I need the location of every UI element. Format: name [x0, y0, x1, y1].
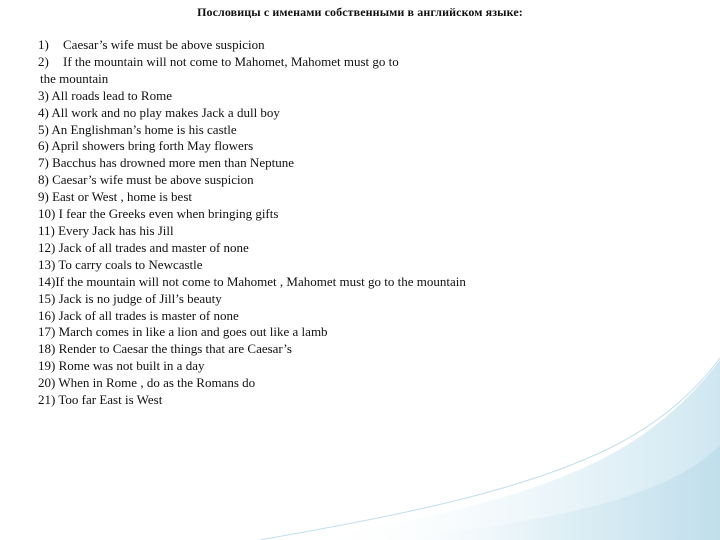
item-text: March comes in like a lion and goes out like a lamb	[58, 324, 328, 340]
item-text: When in Rome , do as the Romans do	[58, 375, 256, 391]
list-item	[38, 122, 678, 139]
item-number: 9)	[38, 189, 49, 205]
item-number: 3)	[38, 87, 49, 103]
item-text: the mountain	[40, 70, 109, 86]
item-number: 13)	[38, 256, 56, 272]
item-number: 15)	[38, 290, 56, 306]
item-text: To carry coals to Newcastle	[58, 256, 203, 272]
list-item	[38, 172, 678, 189]
proverb-list	[38, 37, 678, 409]
list-item	[38, 274, 678, 291]
item-text: I fear the Greeks even when bringing gifts	[58, 206, 279, 222]
list-item	[38, 392, 678, 409]
item-text: April showers bring forth May flowers	[51, 138, 254, 154]
item-number: 8)	[38, 172, 49, 188]
item-text: All work and no play makes Jack a dull boy	[51, 104, 280, 120]
list-item	[38, 358, 678, 375]
item-number: 16)	[38, 307, 56, 323]
item-number: 2)	[38, 53, 49, 69]
item-number: 21)	[38, 392, 56, 408]
list-item	[38, 308, 678, 325]
item-text: Render to Caesar the things that are Caesar’s	[58, 341, 292, 357]
item-text: All roads lead to Rome	[51, 87, 172, 103]
page-title: Пословицы с именами собственными в английском языке:	[197, 5, 523, 19]
list-item	[38, 54, 678, 71]
list-item	[38, 291, 678, 308]
item-text: Too far East is West	[58, 392, 163, 408]
item-text: Jack is no judge of Jill’s beauty	[58, 290, 222, 306]
item-number: 20)	[38, 375, 56, 391]
item-number: 12)	[38, 239, 56, 255]
item-number: 4)	[38, 104, 49, 120]
item-text: Bacchus has drowned more men than Neptune	[52, 155, 294, 171]
list-item	[38, 206, 678, 223]
list-item	[38, 341, 678, 358]
item-number: 7)	[38, 155, 49, 171]
list-item	[38, 257, 678, 274]
list-item	[38, 324, 678, 341]
item-text: Jack of all trades is master of none	[58, 307, 239, 323]
list-item	[38, 189, 678, 206]
list-item	[38, 37, 678, 54]
item-number: 17)	[38, 324, 56, 340]
item-text: East or West , home is best	[52, 189, 192, 205]
item-text: An Englishman’s home is his castle	[51, 121, 237, 137]
item-text: Rome was not built in a day	[58, 358, 205, 374]
list-item	[38, 375, 678, 392]
item-text: Caesar’s wife must be above suspicion	[52, 172, 254, 188]
item-number: 5)	[38, 121, 49, 137]
item-number: 14)	[38, 273, 56, 289]
item-text: If the mountain will not come to Mahomet, Mahomet must go to	[63, 53, 399, 69]
list-item	[38, 105, 678, 122]
item-number: 19)	[38, 358, 56, 374]
item-text: Caesar’s wife must be above suspicion	[63, 37, 265, 52]
item-number: 18)	[38, 341, 56, 357]
list-item	[38, 88, 678, 105]
item-text: Jack of all trades and master of none	[58, 239, 249, 255]
item-text: If the mountain will not come to Mahomet , Mahomet must go to the mountain	[55, 273, 466, 289]
list-item	[38, 223, 678, 240]
item-number: 10)	[38, 206, 56, 222]
list-item	[38, 240, 678, 257]
list-item	[38, 155, 678, 172]
list-item-continuation	[38, 71, 678, 88]
item-number: 11)	[38, 222, 55, 238]
list-item	[38, 138, 678, 155]
item-number: 1)	[38, 37, 49, 52]
item-number: 6)	[38, 138, 49, 154]
item-text: Every Jack has his Jill	[58, 222, 174, 238]
